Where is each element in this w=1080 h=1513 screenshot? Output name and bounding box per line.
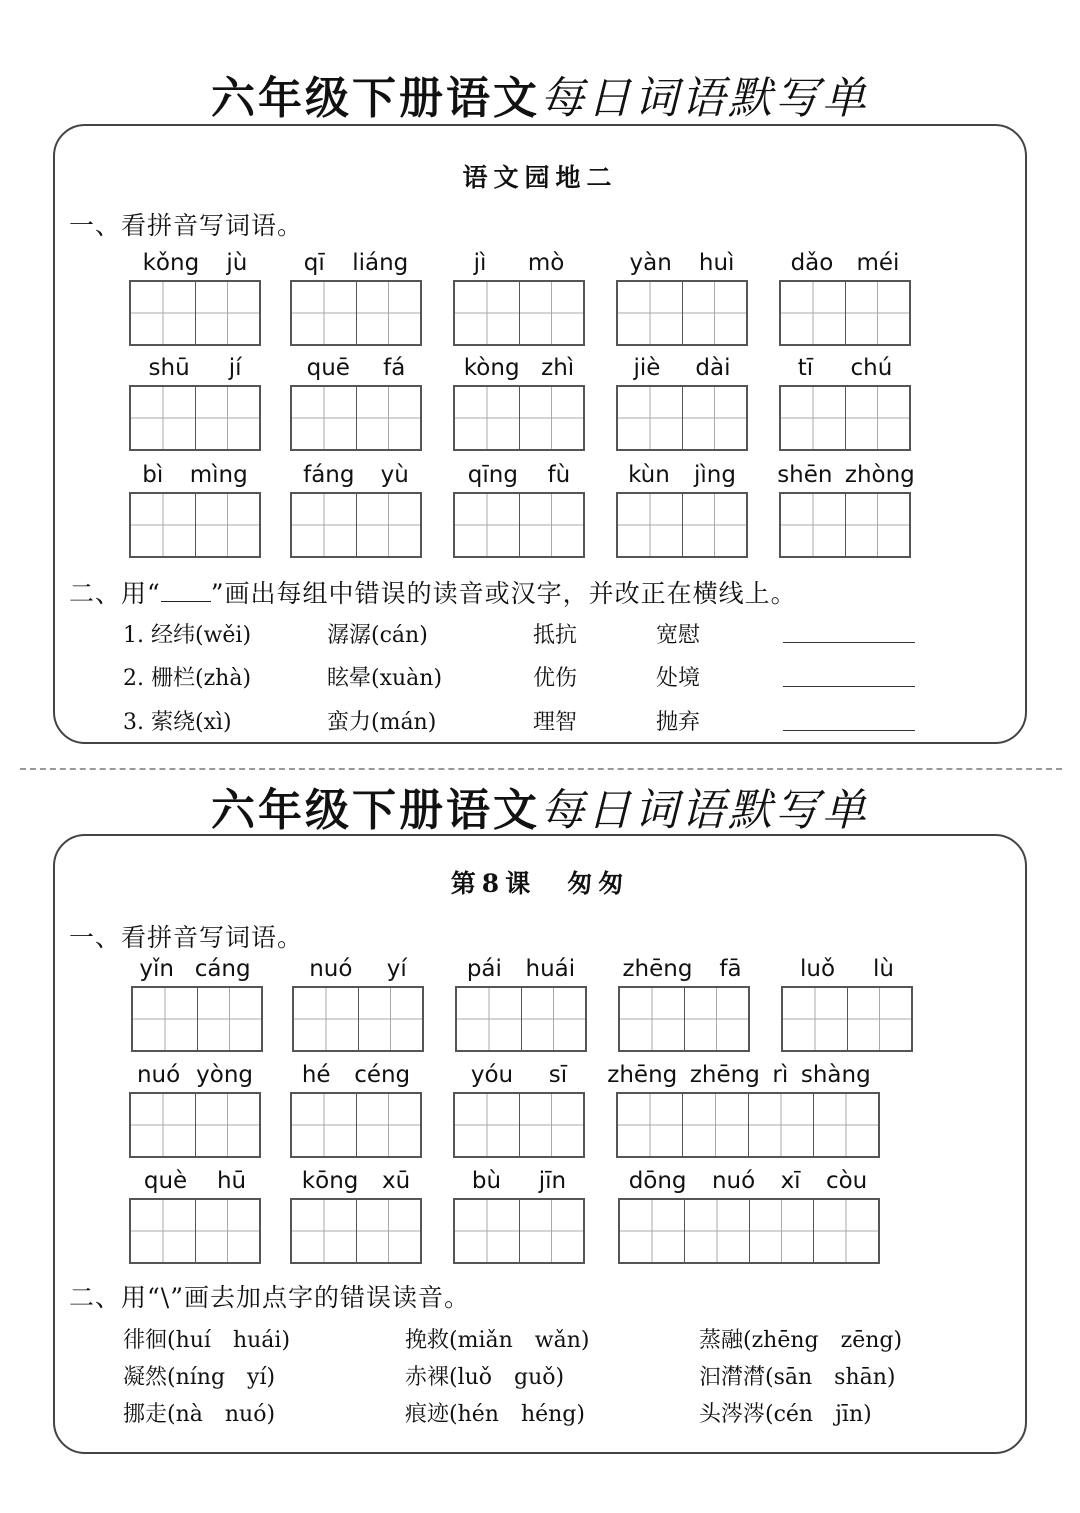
item-word: 优伤 [533, 666, 578, 691]
writing-grid[interactable] [618, 1198, 880, 1264]
item-word: 潺潺(cán) [327, 623, 428, 648]
pinyin-label: kǒng jù [142, 250, 248, 276]
pinyin-label: hé céng [301, 1062, 411, 1088]
writing-grid[interactable] [129, 1198, 261, 1264]
pinyin-label: tī chú [797, 355, 893, 381]
writing-grid[interactable] [129, 1092, 261, 1158]
item-word: 汩潸潸(sān shān) [699, 1365, 896, 1390]
item-word: 3. 萦绕(xì) [123, 710, 232, 735]
writing-grid[interactable] [779, 385, 911, 451]
writing-grid[interactable] [618, 986, 750, 1052]
pinyin-label: zhēng zhēng rì shàng [607, 1062, 871, 1088]
writing-grid[interactable] [453, 1198, 585, 1264]
pinyin-label: qīng fù [467, 462, 571, 488]
pinyin-label: qī liáng [303, 250, 409, 276]
pinyin-label: nuó yòng [136, 1062, 254, 1088]
writing-grid[interactable] [453, 385, 585, 451]
writing-grid[interactable] [290, 1092, 422, 1158]
item-word: 赤裸(luǒ guǒ) [405, 1365, 565, 1390]
section-heading-2: 二、用“\”画去加点字的错误读音。 [69, 1283, 470, 1312]
pinyin-label: kòng zhì [463, 355, 575, 381]
main-title-2 [0, 774, 1080, 838]
section-heading-2: 二、用“ ”画出每组中错误的读音或汉字，并改正在横线上。 [69, 579, 797, 608]
item-word: 处境 [656, 666, 701, 691]
pinyin-label: kùn jìng [628, 462, 736, 488]
section-heading-1: 一、看拼音写词语。 [69, 923, 304, 952]
item-word: 徘徊(huí huái) [123, 1328, 291, 1353]
writing-grid[interactable] [453, 280, 585, 346]
title-bold: 六年级下册语文 [211, 785, 540, 836]
item-word: 眩晕(xuàn) [327, 666, 443, 691]
item-word: 蛮力(mán) [327, 710, 437, 735]
pinyin-label: shēn zhòng [777, 462, 915, 488]
main-title-1 [0, 62, 1080, 126]
title-bold: 六年级下册语文 [211, 73, 540, 124]
pinyin-label: jiè dài [633, 355, 731, 381]
pinyin-label: luǒ lù [799, 956, 894, 982]
item-word: 凝然(níng yí) [123, 1365, 276, 1390]
writing-grid[interactable] [779, 280, 911, 346]
writing-grid[interactable] [290, 280, 422, 346]
pinyin-label: fáng yù [303, 462, 409, 488]
pinyin-label: bì mìng [142, 462, 248, 488]
title-italic: 每日词语默写单 [540, 73, 869, 124]
subtitle: 第8课 匆匆 [450, 869, 630, 898]
pinyin-label: quē fá [306, 355, 406, 381]
writing-grid[interactable] [131, 986, 263, 1052]
item-word: 挽救(miǎn wǎn) [405, 1328, 590, 1353]
section-heading-1: 一、看拼音写词语。 [69, 211, 304, 240]
writing-grid[interactable] [616, 492, 748, 558]
answer-line[interactable] [783, 686, 915, 687]
writing-grid[interactable] [616, 280, 748, 346]
writing-grid[interactable] [453, 1092, 585, 1158]
writing-grid[interactable] [616, 385, 748, 451]
pinyin-label: nuó yí [309, 956, 407, 982]
item-word: 抛弃 [656, 710, 701, 735]
writing-grid[interactable] [292, 986, 424, 1052]
writing-grid[interactable] [455, 986, 587, 1052]
pinyin-label: yóu sī [470, 1062, 568, 1088]
answer-line[interactable] [783, 642, 915, 643]
pinyin-label: dōng nuó xī còu [628, 1168, 868, 1194]
pinyin-label: yǐn cáng [139, 956, 251, 982]
title-italic: 每日词语默写单 [540, 785, 869, 836]
pinyin-label: pái huái [466, 956, 576, 982]
item-word: 痕迹(hén héng) [405, 1402, 585, 1427]
pinyin-label: dǎo méi [790, 250, 900, 276]
answer-line[interactable] [783, 730, 915, 731]
pinyin-label: yàn huì [629, 250, 735, 276]
item-word: 2. 栅栏(zhà) [123, 666, 252, 691]
cut-line [20, 768, 1062, 770]
pinyin-label: shū jí [148, 355, 242, 381]
writing-grid[interactable] [290, 492, 422, 558]
item-word: 1. 经纬(wěi) [123, 623, 252, 648]
pinyin-label: zhēng fā [622, 956, 742, 982]
subtitle: 语文园地二 [462, 163, 618, 192]
item-word: 挪走(nà nuó) [123, 1402, 276, 1427]
writing-grid[interactable] [290, 1198, 422, 1264]
writing-grid[interactable] [453, 492, 585, 558]
writing-grid[interactable] [129, 280, 261, 346]
writing-grid[interactable] [779, 492, 911, 558]
item-word: 宽慰 [656, 623, 701, 648]
item-word: 抵抗 [533, 623, 578, 648]
item-word: 蒸融(zhēng zēng) [699, 1328, 903, 1353]
item-word: 头涔涔(cén jīn) [699, 1402, 872, 1427]
writing-grid[interactable] [129, 492, 261, 558]
pinyin-label: bù jīn [471, 1168, 567, 1194]
item-word: 理智 [533, 710, 578, 735]
worksheet-2 [53, 834, 1027, 1454]
pinyin-label: què hū [143, 1168, 247, 1194]
writing-grid[interactable] [616, 1092, 880, 1158]
pinyin-label: jì mò [473, 250, 565, 276]
worksheet-1 [53, 124, 1027, 744]
writing-grid[interactable] [781, 986, 913, 1052]
pinyin-label: kōng xū [301, 1168, 411, 1194]
blank-line [161, 581, 211, 602]
writing-grid[interactable] [290, 385, 422, 451]
writing-grid[interactable] [129, 385, 261, 451]
